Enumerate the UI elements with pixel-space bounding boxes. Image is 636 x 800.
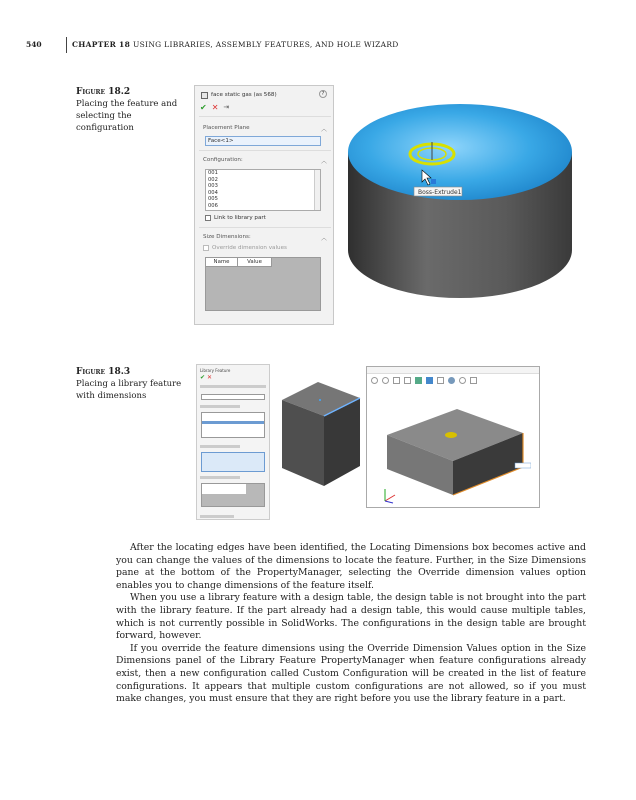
library-feature-property-manager <box>194 85 334 325</box>
scene-icon[interactable] <box>459 377 466 384</box>
table-values <box>202 484 246 494</box>
window-titlebar <box>367 367 539 374</box>
view-orientation-icon[interactable] <box>415 377 422 384</box>
figure-caption-text: Placing the feature and selecting the configuration <box>76 99 178 133</box>
paragraph: When you use a library feature with a design table, the design table is not brought into the part with the library feature. If the part already had a design table, this would cause multiple tables, which is not currently possible in SolidWorks. The configurations in the design table are brought forward, however. <box>116 592 586 642</box>
dimension-table <box>205 257 321 311</box>
zoom-area-icon[interactable] <box>382 377 389 384</box>
figure-label: Figure 18.2 <box>76 87 131 97</box>
callout-text: Boss-Extrude1 <box>418 189 462 196</box>
section-bar <box>200 405 240 408</box>
header-rule <box>66 37 67 53</box>
configuration-list[interactable] <box>205 169 321 211</box>
list-item[interactable]: 003 <box>208 183 218 189</box>
section-view-icon[interactable] <box>404 377 411 384</box>
collapse-chevron-icon[interactable]: ︿ <box>320 235 327 242</box>
section-bar <box>200 385 266 388</box>
body-text <box>116 542 586 706</box>
cylinder-model-view <box>338 90 578 302</box>
paragraph: If you override the feature dimensions using the Override Dimension Values option in the Size Dimensions panel of the Library Feature PropertyManager when feature configurations already exist, then a new configuration called Custom Configuration will be created in the list of feature configurations. It appears that multiple custom configurations are not allowed, so if you must make changes, you must ensure that they are right before you use the library feature in a part. <box>116 642 586 705</box>
ok-check-icon[interactable]: ✔ <box>200 103 207 112</box>
library-feature-icon <box>201 92 208 99</box>
section-bar <box>200 476 240 479</box>
cube-preview-1 <box>278 378 364 488</box>
list-item[interactable]: 005 <box>208 196 218 202</box>
sketch-point <box>319 399 321 401</box>
collapse-chevron-icon[interactable]: ︿ <box>320 158 327 165</box>
zoom-icon[interactable] <box>371 377 378 384</box>
divider <box>199 227 331 228</box>
placement-plane-field[interactable]: Face<1> <box>205 136 321 146</box>
paragraph: After the locating edges have been identified, the Locating Dimensions box becomes active and you can change the values of the dimensions to locate the feature. Further, in the Size Dimensions pane at the bottom of the PropertyManager, selecting the Override dimension values option enables you to change dimensions of the feature itself. <box>116 542 586 591</box>
pm-title: Library Feature <box>200 368 231 373</box>
chapter-label: CHAPTER 18 <box>72 40 131 49</box>
previous-view-icon[interactable] <box>393 377 400 384</box>
list-item[interactable]: 001 <box>208 170 218 176</box>
list-item[interactable]: 004 <box>208 189 218 196</box>
divider <box>199 150 331 151</box>
collapse-chevron-icon[interactable]: ︿ <box>320 126 327 133</box>
hide-show-icon[interactable] <box>437 377 444 384</box>
configuration-header[interactable] <box>203 157 327 165</box>
divider <box>199 116 331 117</box>
section-label: Size Dimensions: <box>203 234 251 240</box>
chapter-title: USING LIBRARIES, ASSEMBLY FEATURES, AND HOLE WIZARD <box>133 40 399 49</box>
placement-field[interactable] <box>201 394 265 400</box>
link-library-part-label: Link to library part <box>214 215 266 221</box>
list-item[interactable]: 006 <box>208 202 218 209</box>
display-style-icon[interactable] <box>426 377 433 384</box>
hole-feature-preview <box>445 432 457 438</box>
view-toolbar <box>371 377 535 387</box>
placement-plane-header[interactable] <box>203 125 327 133</box>
section-label: Placement Plane <box>203 125 250 131</box>
locating-dimensions-box[interactable] <box>201 452 265 472</box>
cube-model-2 <box>381 395 531 505</box>
size-dimensions-header[interactable] <box>203 234 327 242</box>
running-header <box>26 37 586 53</box>
page-number: 540 <box>26 40 42 49</box>
scrollbar[interactable] <box>314 170 320 210</box>
cancel-x-icon[interactable]: ✕ <box>211 103 219 112</box>
list-item[interactable]: 002 <box>208 176 218 183</box>
figure-label: Figure 18.3 <box>76 367 131 377</box>
view-settings-icon[interactable] <box>470 377 477 384</box>
section-label: Configuration: <box>203 157 243 163</box>
pm-title-text: face static gas (as 568) <box>211 92 277 98</box>
appearance-icon[interactable] <box>448 377 455 384</box>
pushpin-icon[interactable]: ⇥ <box>223 103 230 111</box>
ok-check-icon[interactable]: ✔ <box>200 374 206 381</box>
override-dimension-label: Override dimension values <box>212 245 287 251</box>
triad-x-axis <box>385 495 395 501</box>
cylinder-top-face[interactable] <box>348 104 572 200</box>
edge-callout <box>515 463 531 468</box>
figure-18-3-caption <box>76 366 186 402</box>
size-dimensions-table <box>201 483 265 507</box>
triad-z-axis <box>385 501 393 503</box>
selected-row[interactable] <box>202 421 264 424</box>
section-bar <box>200 515 234 518</box>
configuration-list[interactable] <box>201 412 265 438</box>
pm-title <box>201 91 277 99</box>
graphics-window <box>366 366 540 508</box>
figure-18-2-caption <box>76 86 186 134</box>
cancel-x-icon[interactable]: ✕ <box>207 374 213 381</box>
override-dimension-checkbox[interactable] <box>203 245 209 251</box>
figure-caption-text: Placing a library feature with dimensions <box>76 379 182 401</box>
cursor-badge-icon <box>431 179 436 184</box>
table-header-name: Name <box>206 258 238 267</box>
table-header-value: Value <box>238 258 272 267</box>
help-icon[interactable]: ? <box>319 90 327 98</box>
pm-actions <box>200 103 229 112</box>
library-feature-panel-small <box>196 364 270 520</box>
link-library-part-checkbox[interactable] <box>205 215 211 221</box>
section-bar <box>200 445 240 448</box>
